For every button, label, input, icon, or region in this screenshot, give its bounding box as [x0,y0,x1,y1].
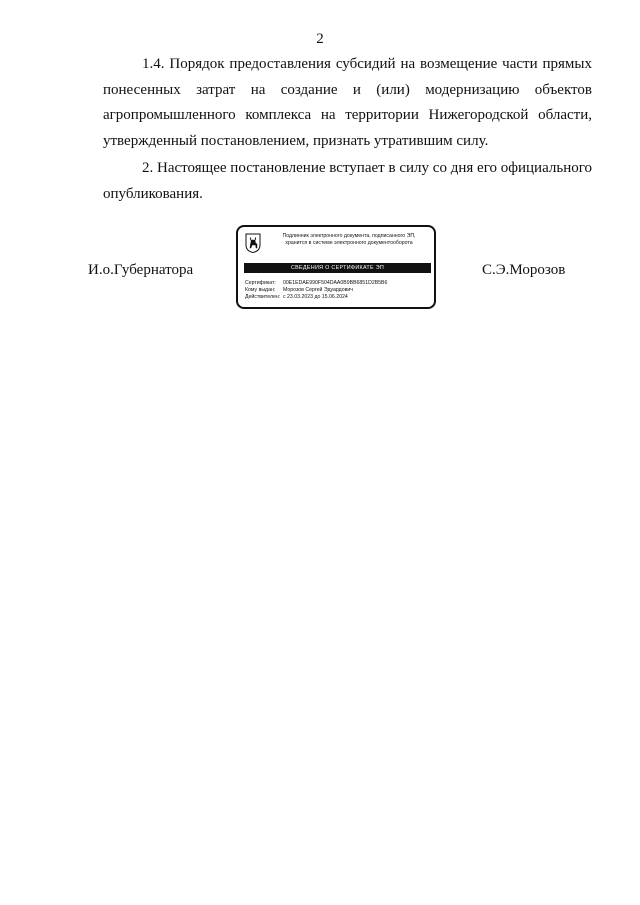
paragraph-1-4: 1.4. Порядок предоставления субсидий на возмещение части прямых понесенных затрат на создание и (или) модернизацию объектов агропромышленного комплекса на территории Нижегородской области, утвержденный постановлением, признать утратившим силу. [103,56,592,149]
issued-to-label: Кому выдан: [245,287,276,293]
stamp-issued-to-row [245,287,353,293]
valid-value: с 23.03.2023 до 15.06.2024 [283,294,348,300]
paragraph-2: 2. Настоящее постановление вступает в силу со дня его официального опубликования. [103,160,592,202]
certificate-value: 00E1EDAE990F504DAA0B9BB6851D2B5B6 [283,280,388,286]
stamp-certificate-bar: СВЕДЕНИЯ О СЕРТИФИКАТЕ ЭП [244,263,431,273]
stamp-header-line-1: Подлинник электронного документа, подписанного ЭП, [282,233,416,239]
stamp-header [265,233,433,246]
page-number: 2 [316,31,324,47]
issued-to-value: Морозов Сергей Эдуардович [283,287,353,293]
certificate-label: Сертификат: [245,280,276,286]
electronic-signature-stamp [236,225,436,309]
valid-label: Действителен: [245,294,281,300]
stamp-valid-row [245,294,348,300]
deer-emblem-icon [245,233,261,253]
stamp-header-line-2: хранится в системе электронного документооборота [285,239,413,246]
signer-title: И.о.Губернатора [88,262,194,278]
stamp-certificate-row [245,280,387,286]
signer-name: С.Э.Морозов [482,262,566,278]
